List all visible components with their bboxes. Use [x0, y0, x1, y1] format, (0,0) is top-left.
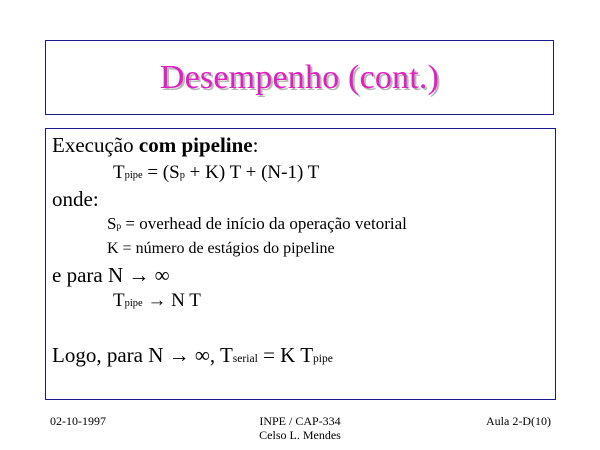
conclusion-middle: = K T	[257, 343, 314, 367]
footer-date: 02-10-1997	[50, 414, 106, 428]
tpipe-subscript: pipe	[124, 298, 143, 309]
tpipe-limit	[113, 291, 201, 310]
pipeline-heading-tail: :	[252, 133, 259, 157]
tpipe-limit-text: → N T	[142, 290, 201, 311]
formula-tail: + K) T + (N-1) T	[184, 162, 320, 183]
pipeline-heading-text: Execução	[52, 133, 139, 157]
footer-page: Aula 2-D(10)	[486, 414, 551, 428]
sp-text: = overhead de início da operação vetorial	[121, 214, 407, 233]
limit-condition: e para N → ∞	[52, 263, 170, 287]
slide-content-box	[45, 128, 556, 400]
footer-org: INPE / CAP-334	[259, 414, 341, 428]
formula-subscript: pipe	[124, 170, 143, 181]
k-definition: K = número de estágios do pipeline	[107, 240, 335, 257]
pipeline-heading-bold: com pipeline	[138, 133, 253, 157]
tpipe-formula	[113, 163, 319, 182]
footer-author: Celso L. Mendes	[259, 428, 341, 442]
sp-subscript: p	[116, 222, 122, 232]
slide-title-box	[45, 40, 554, 115]
sp-definition	[107, 215, 407, 232]
formula-symbol: T	[113, 162, 125, 183]
pipeline-heading	[52, 135, 258, 156]
formula-middle: = (S	[142, 162, 180, 183]
pipe-subscript: pipe	[313, 353, 333, 365]
tpipe-symbol: T	[113, 290, 125, 311]
serial-subscript: serial	[232, 353, 258, 365]
slide-title: Desempenho (cont.)	[159, 58, 440, 96]
sp-symbol: S	[107, 214, 117, 233]
conclusion	[52, 345, 333, 366]
conclusion-text: Logo, para N → ∞, T	[52, 343, 233, 367]
where-label: onde:	[52, 187, 99, 211]
formula-subscript-2: p	[179, 170, 185, 181]
